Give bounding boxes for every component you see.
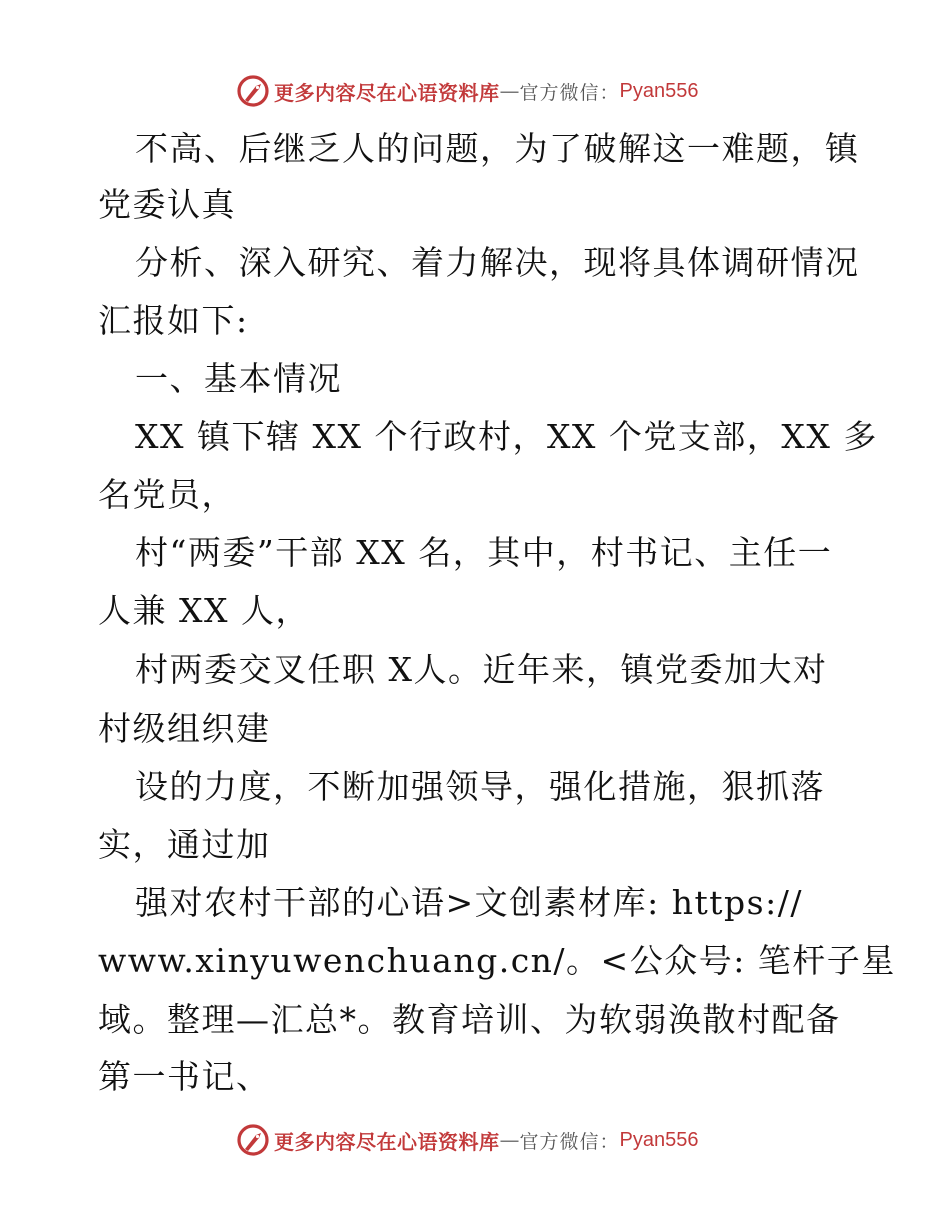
watermark-official-label: 官方微信：	[519, 1130, 620, 1153]
watermark-dash: —	[499, 1128, 520, 1152]
text-line: 名党员，	[98, 475, 236, 514]
text-line: www.xinyuwenchuang.cn/。<公众号: 笔杆子星	[98, 941, 896, 980]
section-heading: 一、基本情况	[135, 359, 342, 398]
text-line: 分析、深入研究、着力解决，现将具体调研情况	[135, 243, 860, 282]
text-line: XX 镇下辖 XX 个行政村，XX 个党支部，XX 多	[135, 417, 878, 456]
pen-logo-icon	[236, 74, 270, 108]
watermark-brand: 更多内容尽在心语资料库	[274, 80, 500, 105]
footer-watermark	[236, 1122, 698, 1158]
text-line: 实，通过加	[98, 825, 271, 864]
pen-logo-icon	[236, 1123, 270, 1157]
text-line: 村两委交叉任职 X人。近年来，镇党委加大对	[135, 650, 828, 689]
text-line: 域。整理—汇总*。教育培训、为软弱涣散村配备	[98, 1000, 841, 1039]
text-line: 村“两委”干部 XX 名，其中，村书记、主任一	[135, 533, 833, 572]
watermark-dash: —	[499, 79, 520, 103]
text-line: 不高、后继乏人的问题，为了破解这一难题，镇	[135, 129, 860, 168]
watermark-wechat-id: Pyan556	[619, 79, 699, 102]
text-line: 人兼 XX 人，	[98, 591, 310, 630]
text-line: 强对农村干部的心语>文创素材库: https://	[135, 883, 803, 922]
text-line: 设的力度，不断加强领导，强化措施，狠抓落	[135, 767, 825, 806]
watermark-official-label: 官方微信：	[519, 81, 620, 104]
text-line: 党委认真	[98, 185, 236, 224]
watermark-wechat-id: Pyan556	[619, 1128, 699, 1151]
watermark-brand: 更多内容尽在心语资料库	[274, 1129, 500, 1154]
text-line: 第一书记、	[98, 1057, 271, 1096]
text-line: 村级组织建	[98, 709, 271, 748]
text-line: 汇报如下:	[98, 301, 249, 340]
header-watermark	[236, 73, 698, 109]
